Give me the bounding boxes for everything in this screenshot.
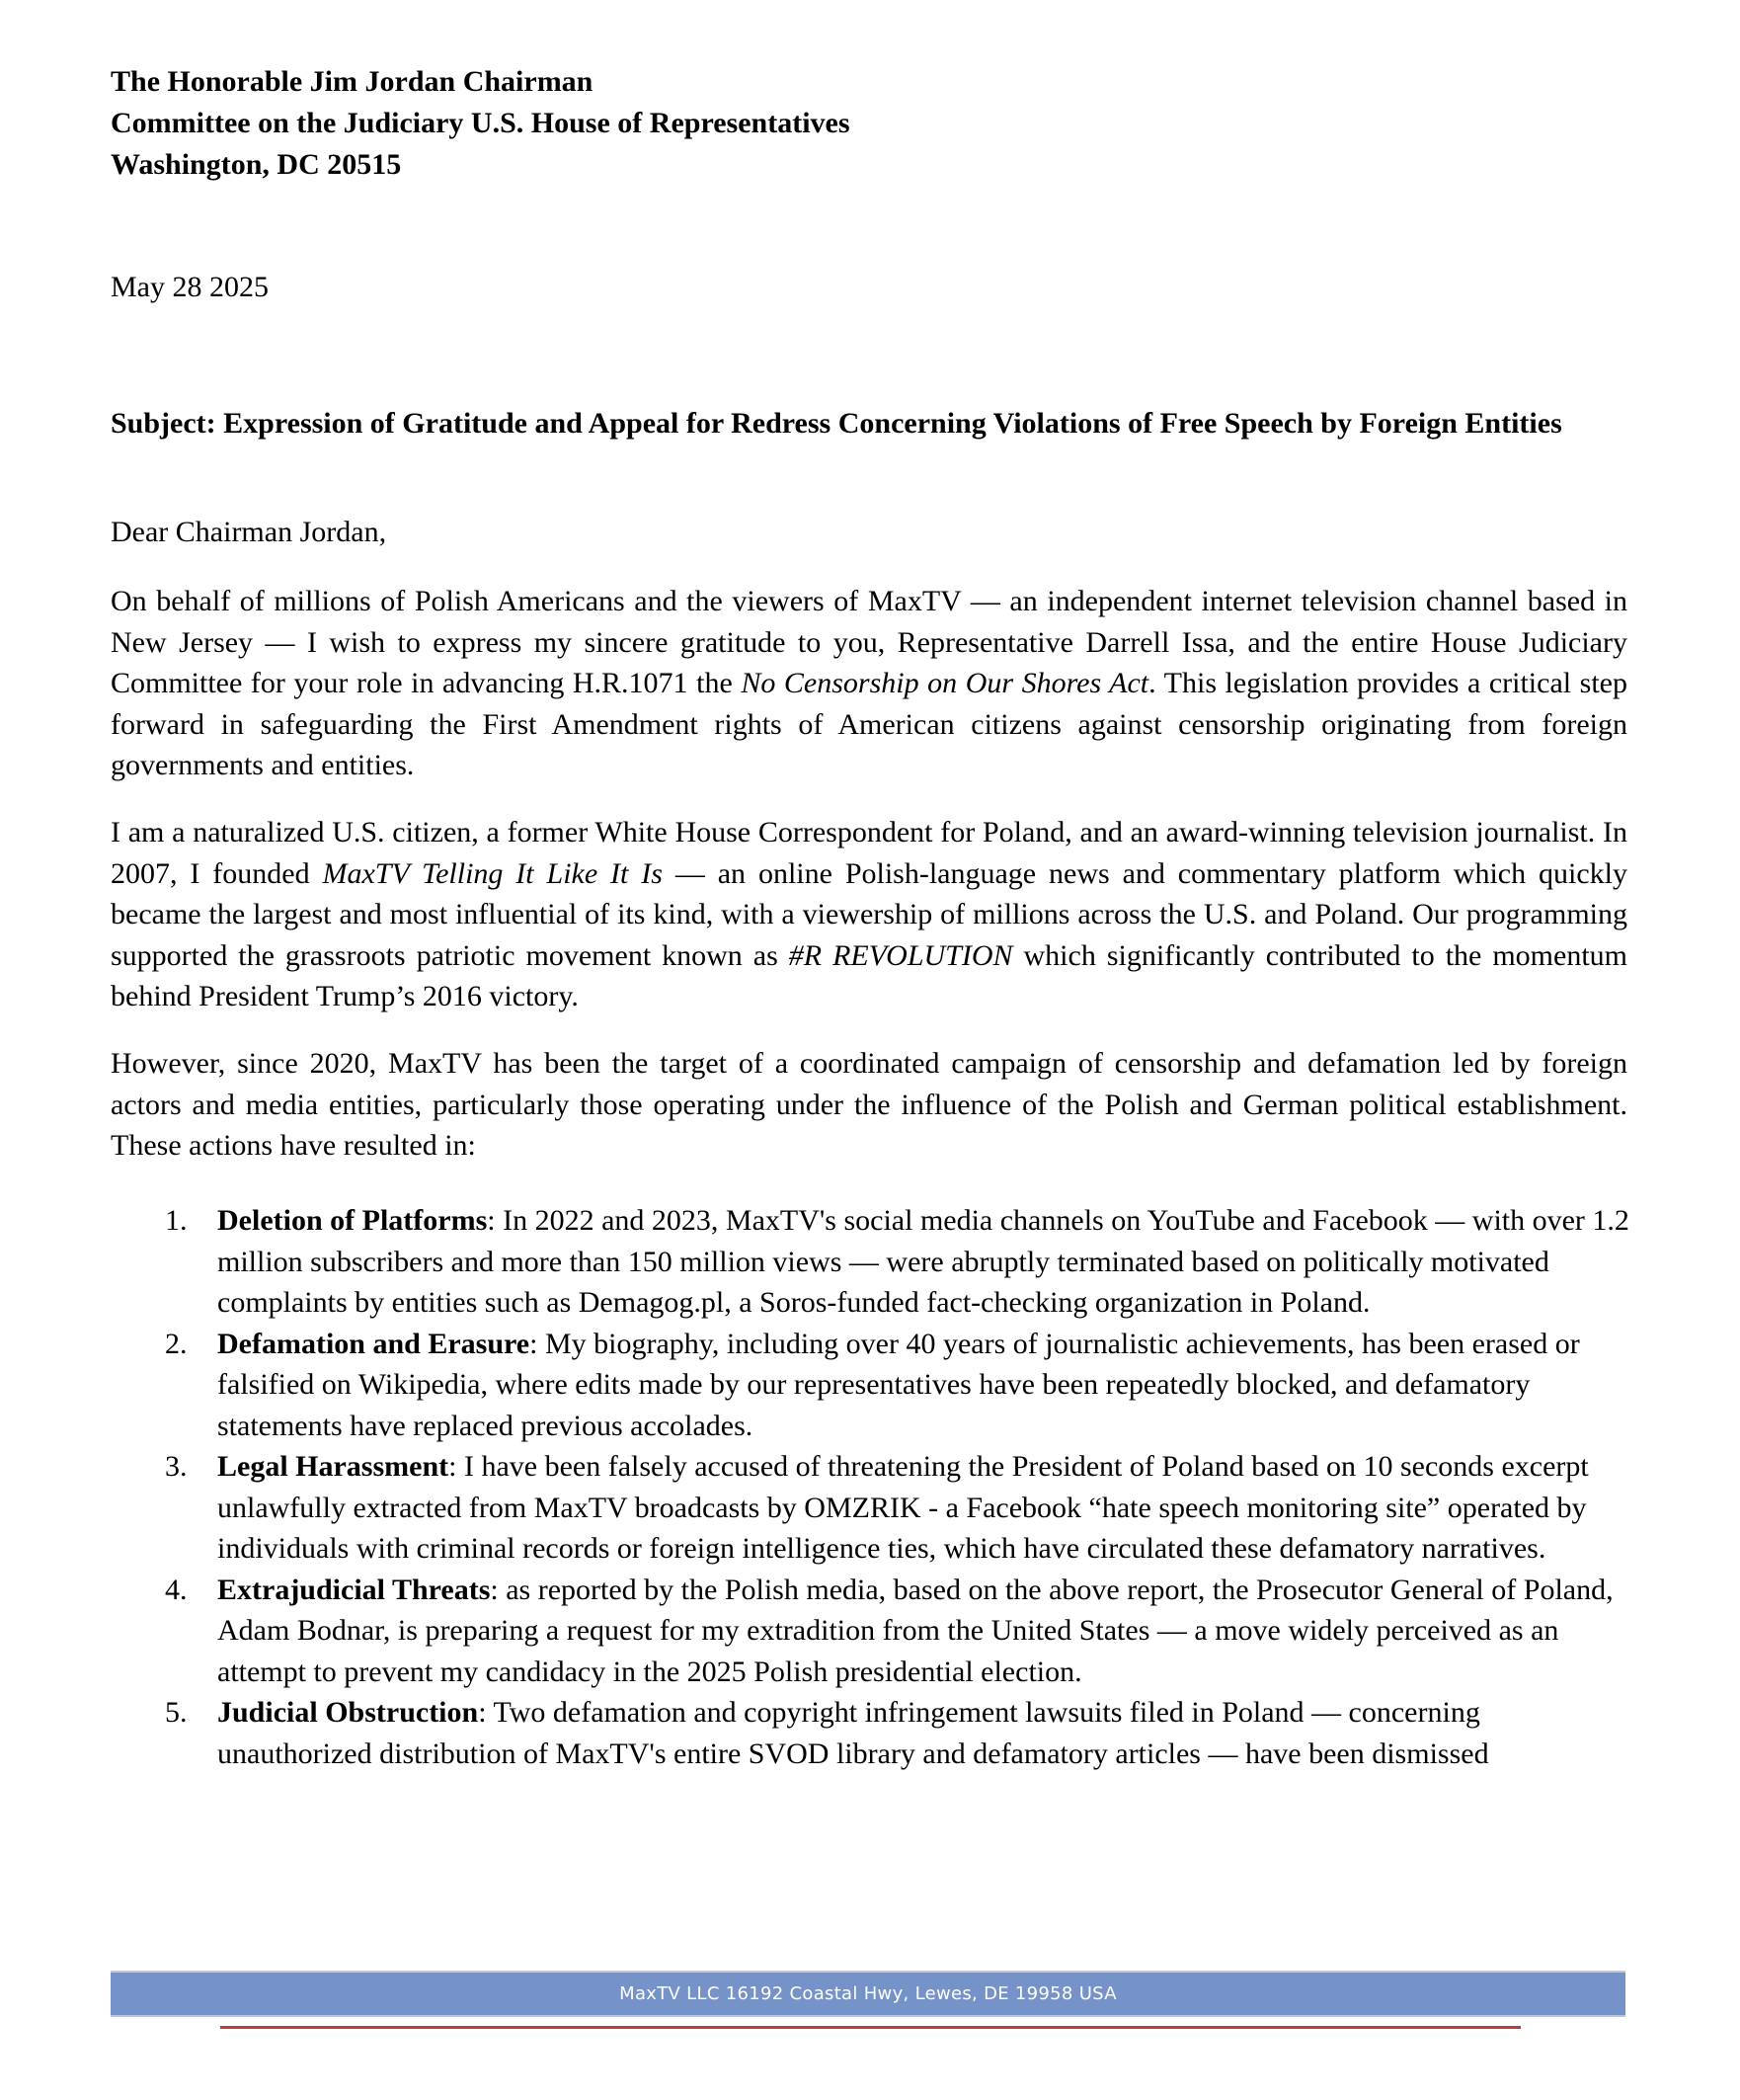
list-item-heading: Defamation and Erasure xyxy=(217,1327,530,1360)
list-number: 5. xyxy=(165,1696,188,1729)
list-number: 1. xyxy=(165,1204,188,1237)
recipient-committee-line: Committee on the Judiciary U.S. House of Representatives xyxy=(111,107,850,139)
list-number: 3. xyxy=(165,1450,188,1483)
paragraph-campaign: However, since 2020, MaxTV has been the target of a coordinated campaign of censorship and defamation led by foreign actors and media entities, particularly those operating under the influence of the Polish and German political establishment. These actions have resulted in: xyxy=(111,1047,1627,1162)
list-item-text: : I have been falsely accused of threatening the President of Poland based on 10 seconds excerpt unlawfully extracted from MaxTV broadcasts by OMZRIK - a Facebook “hate speech monitoring site” operated by individuals with criminal records or foreign intelligence ties, which have circulated these defamatory narratives. xyxy=(217,1450,1589,1565)
platform-name: MaxTV Telling It Like It Is xyxy=(322,856,663,890)
list-item xyxy=(111,1200,1631,1324)
list-item-text: : Two defamation and copyright infringement lawsuits filed in Poland — concerning unauthorized distribution of MaxTV's entire SVOD library and defamatory articles — have been dismissed xyxy=(217,1696,1489,1770)
recipient-address-block xyxy=(111,61,850,186)
letter-date: May 28 2025 xyxy=(111,271,269,303)
paragraph-text: On behalf of millions of Polish Americans and the viewers of MaxTV — an independent internet television channel based in New Jersey — I wish to express my sincere gratitude to you, Representative Darrell Issa, and the entire House Judiciary Committee for your role in advancing H.R.1071 the xyxy=(111,585,1627,699)
paragraph-background xyxy=(111,812,1627,1017)
list-number: 2. xyxy=(165,1327,188,1360)
list-item xyxy=(111,1570,1631,1693)
act-title: No Censorship on Our Shores Act xyxy=(741,667,1149,699)
violations-list xyxy=(111,1200,1631,1774)
list-item-text: : My biography, including over 40 years of journalistic achievements, has been erased or falsified on Wikipedia, where edits made by our representatives have been repeatedly blocked, and defamatory statements have replaced previous accolades. xyxy=(217,1327,1580,1442)
salutation: Dear Chairman Jordan, xyxy=(111,516,387,548)
list-item-text: : In 2022 and 2023, MaxTV's social media channels on YouTube and Facebook — with over 1.2 million subscribers and more than 150 million views — were abruptly terminated based on politically motivated complaints by entities such as Demagog.pl, a Soros-funded fact-checking organization in Poland. xyxy=(217,1204,1629,1319)
list-item-heading: Deletion of Platforms xyxy=(217,1204,488,1237)
recipient-name-line: The Honorable Jim Jordan Chairman xyxy=(111,65,593,98)
list-item-text: : as reported by the Polish media, based on the above report, the Prosecutor General of Poland, Adam Bodnar, is preparing a request for my extradition from the United States — a move widely perceived as an attempt to prevent my candidacy in the 2025 Polish presidential election. xyxy=(217,1573,1614,1688)
footer-address-bar xyxy=(111,1971,1625,2017)
subject-line: Subject: Expression of Gratitude and Appeal for Redress Concerning Violations of Free Speech by Foreign Entities xyxy=(111,407,1562,440)
list-item xyxy=(111,1446,1631,1570)
list-item xyxy=(111,1692,1631,1774)
paragraph-text: — an online Polish-language news and commentary platform which quickly became the largest and most influential of its kind, with a viewership of millions across the U.S. and Poland. Our programming supported the grassroots patriotic movement known as xyxy=(111,856,1628,972)
footer-divider xyxy=(220,2026,1521,2029)
recipient-city-line: Washington, DC 20515 xyxy=(111,148,402,181)
list-item xyxy=(111,1324,1631,1447)
paragraph-text: which significantly contributed to the momentum behind President Trump’s 2016 victory. xyxy=(111,938,1627,1012)
list-item-heading: Legal Harassment xyxy=(217,1450,449,1483)
paragraph-text: . This legislation provides a critical step forward in safeguarding the First Amendment rights of American citizens against censorship originating from foreign governments and entities. xyxy=(111,667,1627,781)
movement-name: #R REVOLUTION xyxy=(788,938,1013,972)
list-number: 4. xyxy=(165,1573,188,1606)
list-item-heading: Judicial Obstruction xyxy=(217,1696,479,1729)
paragraph-text: I am a naturalized U.S. citizen, a former White House Correspondent for Poland, and an award-winning television journalist. In 2007, I founded xyxy=(111,816,1627,890)
footer-address: MaxTV LLC 16192 Coastal Hwy, Lewes, DE 19958 USA xyxy=(619,1983,1117,2004)
paragraph-gratitude xyxy=(111,581,1627,786)
list-item-heading: Extrajudicial Threats xyxy=(217,1573,491,1606)
